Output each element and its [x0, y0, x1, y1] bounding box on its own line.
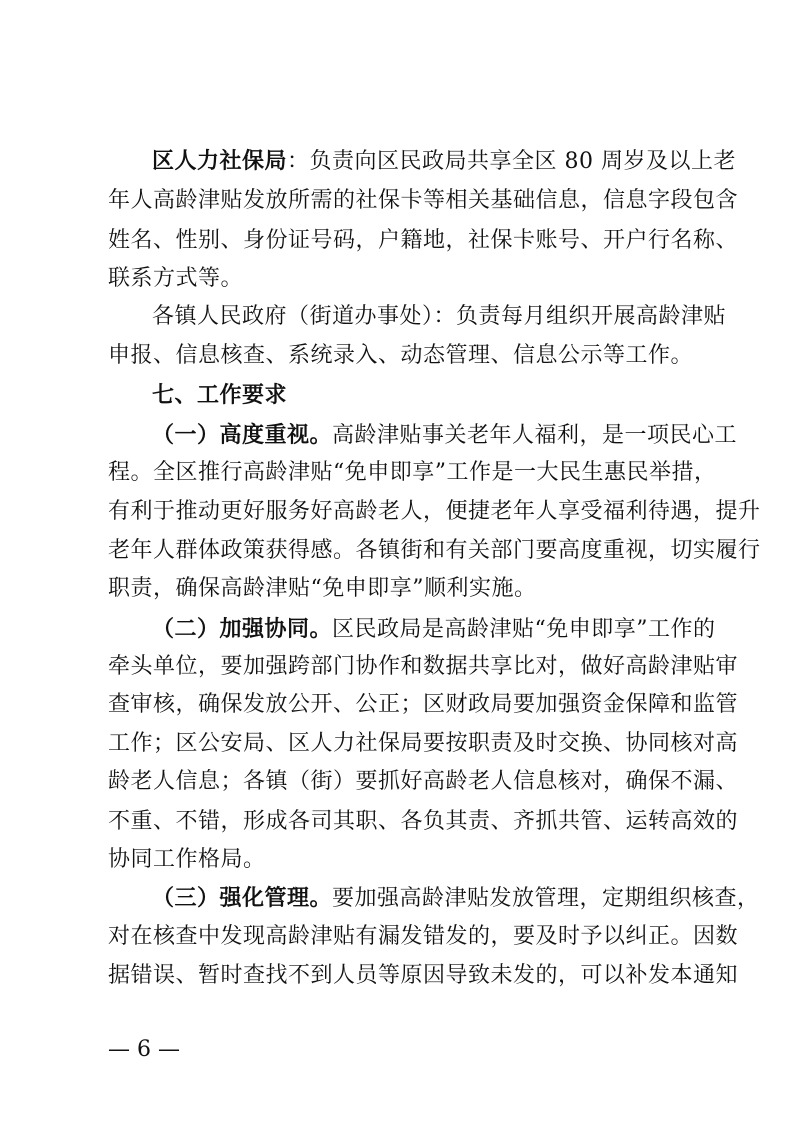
paragraph-line: 老年人群体政策获得感。各镇街和有关部门要高度重视，切实履行: [108, 538, 761, 563]
paragraph-line: 协同工作格局。: [108, 847, 266, 872]
section-heading: 七、工作要求: [152, 382, 288, 408]
paragraph-label: （二）加强协同。: [152, 616, 333, 642]
paragraph-line: 程。全区推行高龄津贴“免申即享”工作是一大民生惠民举措，: [108, 460, 717, 485]
paragraph-label: 区人力社保局: [152, 148, 288, 174]
paragraph-line: （一）高度重视。高龄津贴事关老年人福利，是一项民心工: [152, 422, 738, 448]
paragraph-line: 职责，确保高龄津贴“免申即享”顺利实施。: [108, 576, 537, 601]
paragraph-line: 有利于推动更好服务好高龄老人，便捷老年人享受福利待遇，提升: [108, 499, 761, 524]
paragraph-label: （一）高度重视。: [152, 422, 333, 448]
paragraph-label: （三）强化管理。: [152, 885, 333, 911]
paragraph-line: 年人高龄津贴发放所需的社保卡等相关基础信息，信息字段包含: [108, 188, 739, 213]
paragraph-line: 各镇人民政府（街道办事处）：负责每月组织开展高龄津贴: [152, 304, 727, 329]
paragraph-line: （三）强化管理。要加强高龄津贴发放管理，定期组织核查，: [152, 885, 760, 911]
paragraph-line: 联系方式等。: [108, 266, 244, 291]
paragraph-line: 龄老人信息；各镇（街）要抓好高龄老人信息核对，确保不漏、: [108, 769, 739, 794]
paragraph-line: 不重、不错，形成各司其职、各负其责、齐抓共管、运转高效的: [108, 809, 739, 834]
paragraph-line: 据错误、暂时查找不到人员等原因导致未发的，可以补发本通知: [108, 963, 739, 988]
paragraph-line: 工作；区公安局、区人力社保局要按职责及时交换、协同核对高: [108, 731, 739, 756]
page-number: — 6 —: [108, 1037, 180, 1062]
paragraph-line: 姓名、性别、身份证号码，户籍地，社保卡账号、开户行名称、: [108, 228, 739, 253]
paragraph-line: 牵头单位，要加强跨部门协作和数据共享比对，做好高龄津贴审: [108, 654, 739, 679]
paragraph-line: 对在核查中发现高龄津贴有漏发错发的，要及时予以纠正。因数: [108, 924, 739, 949]
paragraph-line: 申报、信息核查、系统录入、动态管理、信息公示等工作。: [108, 343, 694, 368]
paragraph-line: 查审核，确保发放公开、公正；区财政局要加强资金保障和监管: [108, 692, 739, 717]
paragraph-line: 区人力社保局：负责向区民政局共享全区 80 周岁及以上老: [152, 148, 736, 174]
paragraph-line: （二）加强协同。区民政局是高龄津贴“免申即享”工作的: [152, 616, 716, 642]
